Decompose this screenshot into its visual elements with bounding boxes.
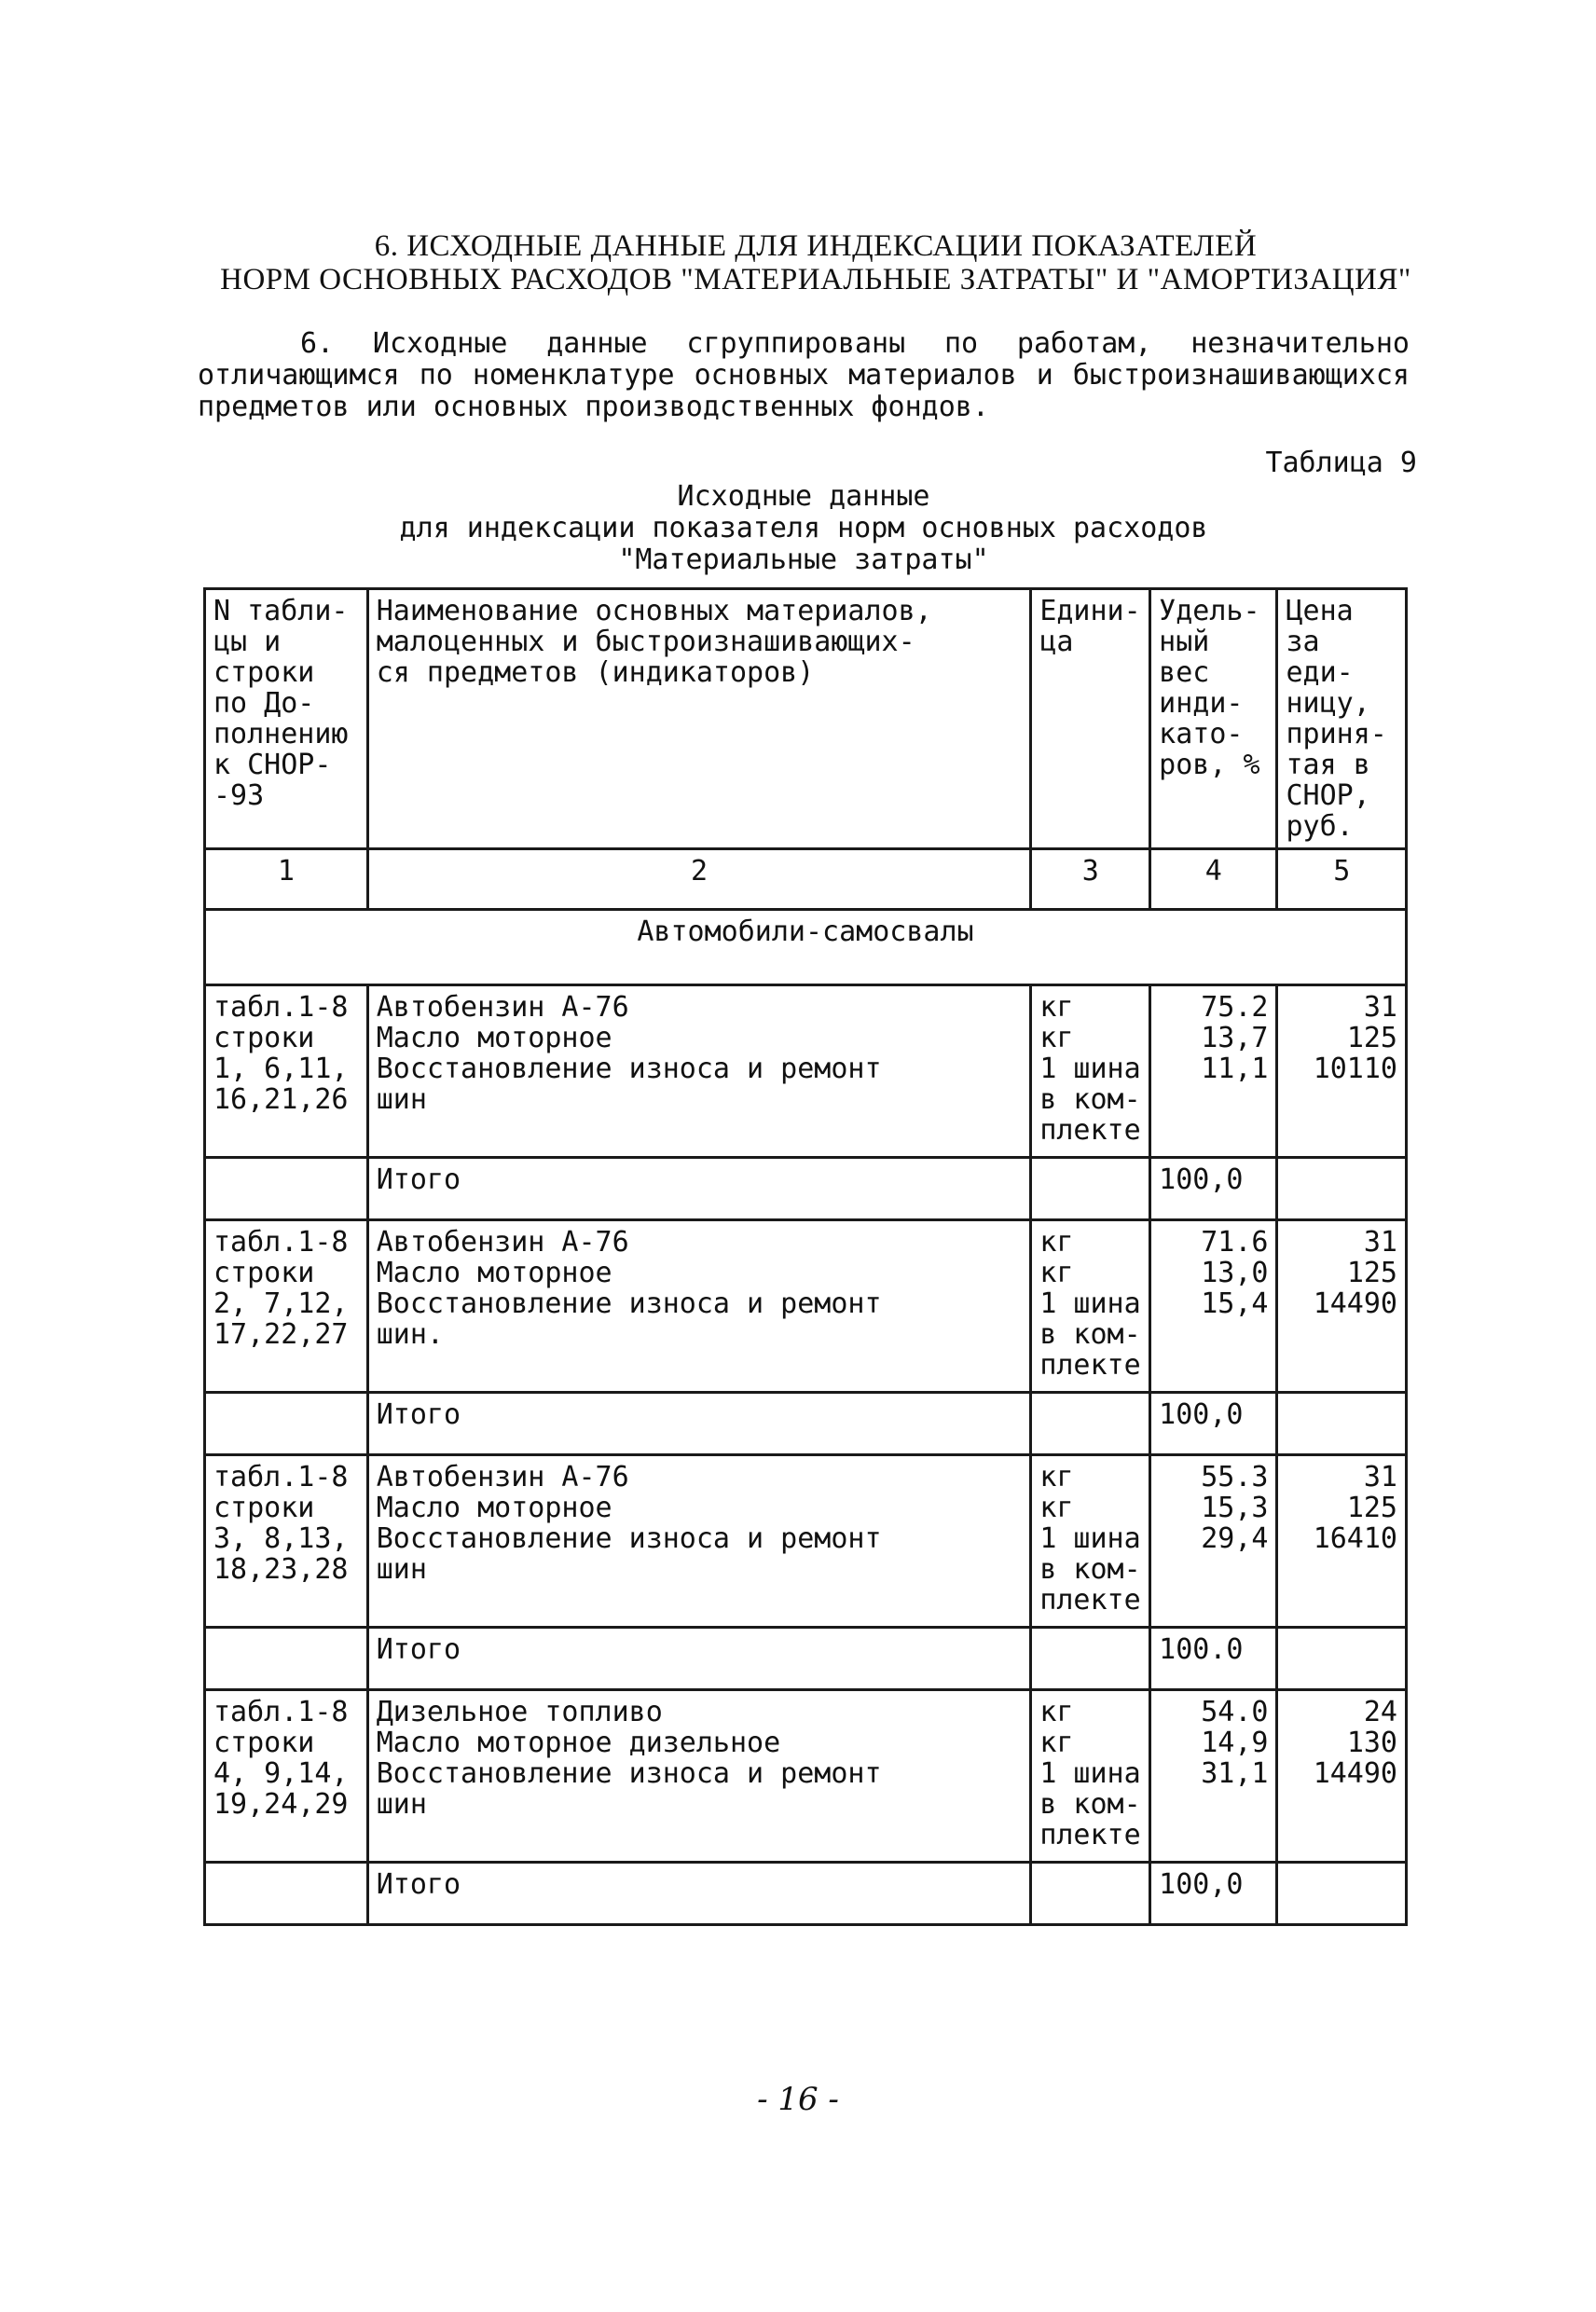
total-label: Итого — [367, 1863, 1031, 1925]
cell-line: 31 — [1363, 1226, 1397, 1259]
cell-line: Дизельное топливо — [376, 1696, 663, 1728]
cell-line: табл.1-8 — [213, 1696, 349, 1728]
weights-cell — [1150, 1690, 1277, 1863]
caption-line-3: "Материальные затраты" — [618, 544, 989, 576]
empty-cell — [205, 1863, 368, 1925]
cell-line: СНОР, — [1286, 779, 1370, 812]
weights-cell — [1150, 1220, 1277, 1393]
total-row — [205, 1863, 1407, 1925]
cell-line: в ком- — [1039, 1083, 1141, 1116]
material-names-cell — [367, 1690, 1031, 1863]
total-value: 100.0 — [1150, 1628, 1277, 1690]
column-number: 1 — [205, 849, 368, 910]
cell-line: 31,1 — [1201, 1757, 1269, 1790]
empty-cell — [205, 1158, 368, 1220]
prices-cell — [1277, 1455, 1407, 1628]
cell-line: кг — [1039, 1696, 1074, 1728]
total-label: Итого — [367, 1158, 1031, 1220]
cell-line: 10110 — [1313, 1053, 1397, 1085]
header-row — [205, 589, 1407, 849]
cell-line: в ком- — [1039, 1788, 1141, 1821]
cell-line: кг — [1039, 1022, 1074, 1054]
cell-line: 18,23,28 — [213, 1553, 349, 1586]
cell-line: руб. — [1286, 810, 1354, 843]
cell-line: 15,3 — [1201, 1492, 1269, 1524]
cell-line: Масло моторное — [376, 1022, 612, 1054]
cell-line: приня- — [1286, 718, 1387, 750]
cell-line: Восстановление износа и ремонт — [376, 1287, 882, 1320]
cell-line: к СНОР- — [213, 749, 332, 781]
cell-line: 75.2 — [1201, 991, 1269, 1024]
cell-line: N табли- — [213, 595, 349, 627]
group-row — [205, 985, 1407, 1158]
caption-line-2: для индексации показателя норм основных расходов — [399, 512, 1208, 544]
prices-cell — [1277, 1220, 1407, 1393]
group-row — [205, 1220, 1407, 1393]
cell-line: строки — [213, 656, 315, 689]
cell-line: 17,22,27 — [213, 1318, 349, 1351]
cell-line: Восстановление износа и ремонт — [376, 1522, 882, 1555]
weights-cell — [1150, 1455, 1277, 1628]
cell-line: 1 шина — [1039, 1757, 1141, 1790]
cell-line: малоценных и быстроизнашивающих- — [376, 626, 915, 658]
cell-line: ницу, — [1286, 687, 1370, 720]
cell-line: кг — [1039, 1226, 1074, 1259]
total-row — [205, 1158, 1407, 1220]
total-value: 100,0 — [1150, 1158, 1277, 1220]
cell-line: ров, % — [1159, 749, 1260, 781]
cell-line: цы и — [213, 626, 282, 658]
cell-line: в ком- — [1039, 1318, 1141, 1351]
cell-line: по До- — [213, 687, 315, 720]
paragraph-text: 6. Исходные данные сгруппированы по работам, незначительно отличающимся по номенклатуре основных материалов и быстроизнашивающихся предметов или основных производственных фондов. — [198, 327, 1410, 423]
header-cell — [205, 589, 368, 849]
cell-line: 130 — [1346, 1727, 1397, 1759]
table-reference-cell — [205, 1455, 368, 1628]
table-reference-cell — [205, 985, 368, 1158]
section-row — [205, 910, 1407, 985]
cell-line: като- — [1159, 718, 1244, 750]
cell-line: шин. — [376, 1318, 444, 1351]
cell-line: Цена — [1286, 595, 1354, 627]
cell-line: 24 — [1363, 1696, 1397, 1728]
cell-line: 14490 — [1313, 1287, 1397, 1320]
cell-line: кг — [1039, 1727, 1074, 1759]
cell-line: 14490 — [1313, 1757, 1397, 1790]
cell-line: шин — [376, 1553, 427, 1586]
cell-line: плекте — [1039, 1349, 1141, 1382]
cell-line: в ком- — [1039, 1553, 1141, 1586]
material-names-cell — [367, 985, 1031, 1158]
cell-line: полнению — [213, 718, 349, 750]
cell-line: кг — [1039, 1492, 1074, 1524]
table-reference-cell — [205, 1690, 368, 1863]
empty-cell — [1031, 1158, 1150, 1220]
cell-line: плекте — [1039, 1114, 1141, 1147]
cell-line: табл.1-8 — [213, 1461, 349, 1493]
empty-cell — [205, 1628, 368, 1690]
cell-line: строки — [213, 1257, 315, 1289]
cell-line: Масло моторное дизельное — [376, 1727, 781, 1759]
cell-line: 31 — [1363, 991, 1397, 1024]
cell-line: 2, 7,12, — [213, 1287, 349, 1320]
cell-line: тая в — [1286, 749, 1370, 781]
column-number: 5 — [1277, 849, 1407, 910]
total-label: Итого — [367, 1393, 1031, 1455]
header-cell — [1031, 589, 1150, 849]
cell-line: 4, 9,14, — [213, 1757, 349, 1790]
total-row — [205, 1393, 1407, 1455]
cell-line: кг — [1039, 991, 1074, 1024]
total-value: 100,0 — [1150, 1393, 1277, 1455]
total-label: Итого — [367, 1628, 1031, 1690]
empty-cell — [205, 1393, 368, 1455]
table-caption — [198, 481, 1410, 576]
cell-line: табл.1-8 — [213, 991, 349, 1024]
cell-line: 125 — [1346, 1492, 1397, 1524]
prices-cell — [1277, 985, 1407, 1158]
cell-line: шин — [376, 1083, 427, 1116]
cell-line: ца — [1039, 626, 1074, 658]
cell-line: за — [1286, 626, 1320, 658]
heading-line-1: 6. ИСХОДНЫЕ ДАННЫЕ ДЛЯ ИНДЕКСАЦИИ ПОКАЗАТЕЛЕЙ — [374, 229, 1258, 263]
cell-line: Автобензин А-76 — [376, 991, 629, 1024]
cell-line: плекте — [1039, 1584, 1141, 1617]
cell-line: 29,4 — [1201, 1522, 1269, 1555]
group-row — [205, 1455, 1407, 1628]
cell-line: строки — [213, 1022, 315, 1054]
cell-line: 71.6 — [1201, 1226, 1269, 1259]
cell-line: 15,4 — [1201, 1287, 1269, 1320]
cell-line: -93 — [213, 779, 265, 812]
cell-line: ся предметов (индикаторов) — [376, 656, 815, 689]
cell-line: Восстановление износа и ремонт — [376, 1757, 882, 1790]
empty-cell — [1277, 1863, 1407, 1925]
cell-line: Автобензин А-76 — [376, 1226, 629, 1259]
cell-line: 16,21,26 — [213, 1083, 349, 1116]
cell-line: 3, 8,13, — [213, 1522, 349, 1555]
header-cell — [1277, 589, 1407, 849]
material-names-cell — [367, 1220, 1031, 1393]
cell-line: Едини- — [1039, 595, 1141, 627]
cell-line: вес — [1159, 656, 1210, 689]
prices-cell — [1277, 1690, 1407, 1863]
cell-line: 31 — [1363, 1461, 1397, 1493]
section-title: Автомобили-самосвалы — [205, 910, 1407, 985]
cell-line: Масло моторное — [376, 1257, 612, 1289]
empty-cell — [1031, 1863, 1150, 1925]
column-number: 2 — [367, 849, 1031, 910]
cell-line: ный — [1159, 626, 1210, 658]
column-number-row — [205, 849, 1407, 910]
empty-cell — [1277, 1158, 1407, 1220]
empty-cell — [1277, 1393, 1407, 1455]
cell-line: Наименование основных материалов, — [376, 595, 932, 627]
empty-cell — [1031, 1393, 1150, 1455]
units-cell — [1031, 1220, 1150, 1393]
total-value: 100,0 — [1150, 1863, 1277, 1925]
page-number: - 16 - — [757, 2081, 839, 2118]
weights-cell — [1150, 985, 1277, 1158]
units-cell — [1031, 1690, 1150, 1863]
cell-line: 1 шина — [1039, 1053, 1141, 1085]
cell-line: 1 шина — [1039, 1287, 1141, 1320]
cell-line: 54.0 — [1201, 1696, 1269, 1728]
cell-line: табл.1-8 — [213, 1226, 349, 1259]
units-cell — [1031, 985, 1150, 1158]
header-cell — [367, 589, 1031, 849]
cell-line: еди- — [1286, 656, 1354, 689]
units-cell — [1031, 1455, 1150, 1628]
group-row — [205, 1690, 1407, 1863]
total-row — [205, 1628, 1407, 1690]
cell-line: 16410 — [1313, 1522, 1397, 1555]
empty-cell — [1277, 1628, 1407, 1690]
cell-line: 55.3 — [1201, 1461, 1269, 1493]
intro-paragraph — [198, 328, 1410, 423]
cell-line: строки — [213, 1727, 315, 1759]
cell-line: кг — [1039, 1257, 1074, 1289]
cell-line: Восстановление износа и ремонт — [376, 1053, 882, 1085]
cell-line: инди- — [1159, 687, 1244, 720]
cell-line: 13,7 — [1201, 1022, 1269, 1054]
cell-line: строки — [213, 1492, 315, 1524]
heading-line-2: НОРМ ОСНОВНЫХ РАСХОДОВ "МАТЕРИАЛЬНЫЕ ЗАТРАТЫ" И "АМОРТИЗАЦИЯ" — [220, 263, 1411, 296]
header-cell — [1150, 589, 1277, 849]
data-table — [203, 587, 1408, 1926]
cell-line: 125 — [1346, 1022, 1397, 1054]
cell-line: 1 шина — [1039, 1522, 1141, 1555]
cell-line: кг — [1039, 1461, 1074, 1493]
cell-line: шин — [376, 1788, 427, 1821]
section-heading — [196, 229, 1436, 296]
cell-line: 14,9 — [1201, 1727, 1269, 1759]
table-label: Таблица 9 — [1265, 447, 1417, 479]
cell-line: 19,24,29 — [213, 1788, 349, 1821]
cell-line: Автобензин А-76 — [376, 1461, 629, 1493]
cell-line: Удель- — [1159, 595, 1260, 627]
column-number: 4 — [1150, 849, 1277, 910]
table-reference-cell — [205, 1220, 368, 1393]
caption-line-1: Исходные данные — [677, 480, 930, 513]
material-names-cell — [367, 1455, 1031, 1628]
cell-line: 1, 6,11, — [213, 1053, 349, 1085]
cell-line: 11,1 — [1201, 1053, 1269, 1085]
cell-line: 125 — [1346, 1257, 1397, 1289]
column-number: 3 — [1031, 849, 1150, 910]
empty-cell — [1031, 1628, 1150, 1690]
cell-line: 13,0 — [1201, 1257, 1269, 1289]
cell-line: плекте — [1039, 1819, 1141, 1851]
cell-line: Масло моторное — [376, 1492, 612, 1524]
